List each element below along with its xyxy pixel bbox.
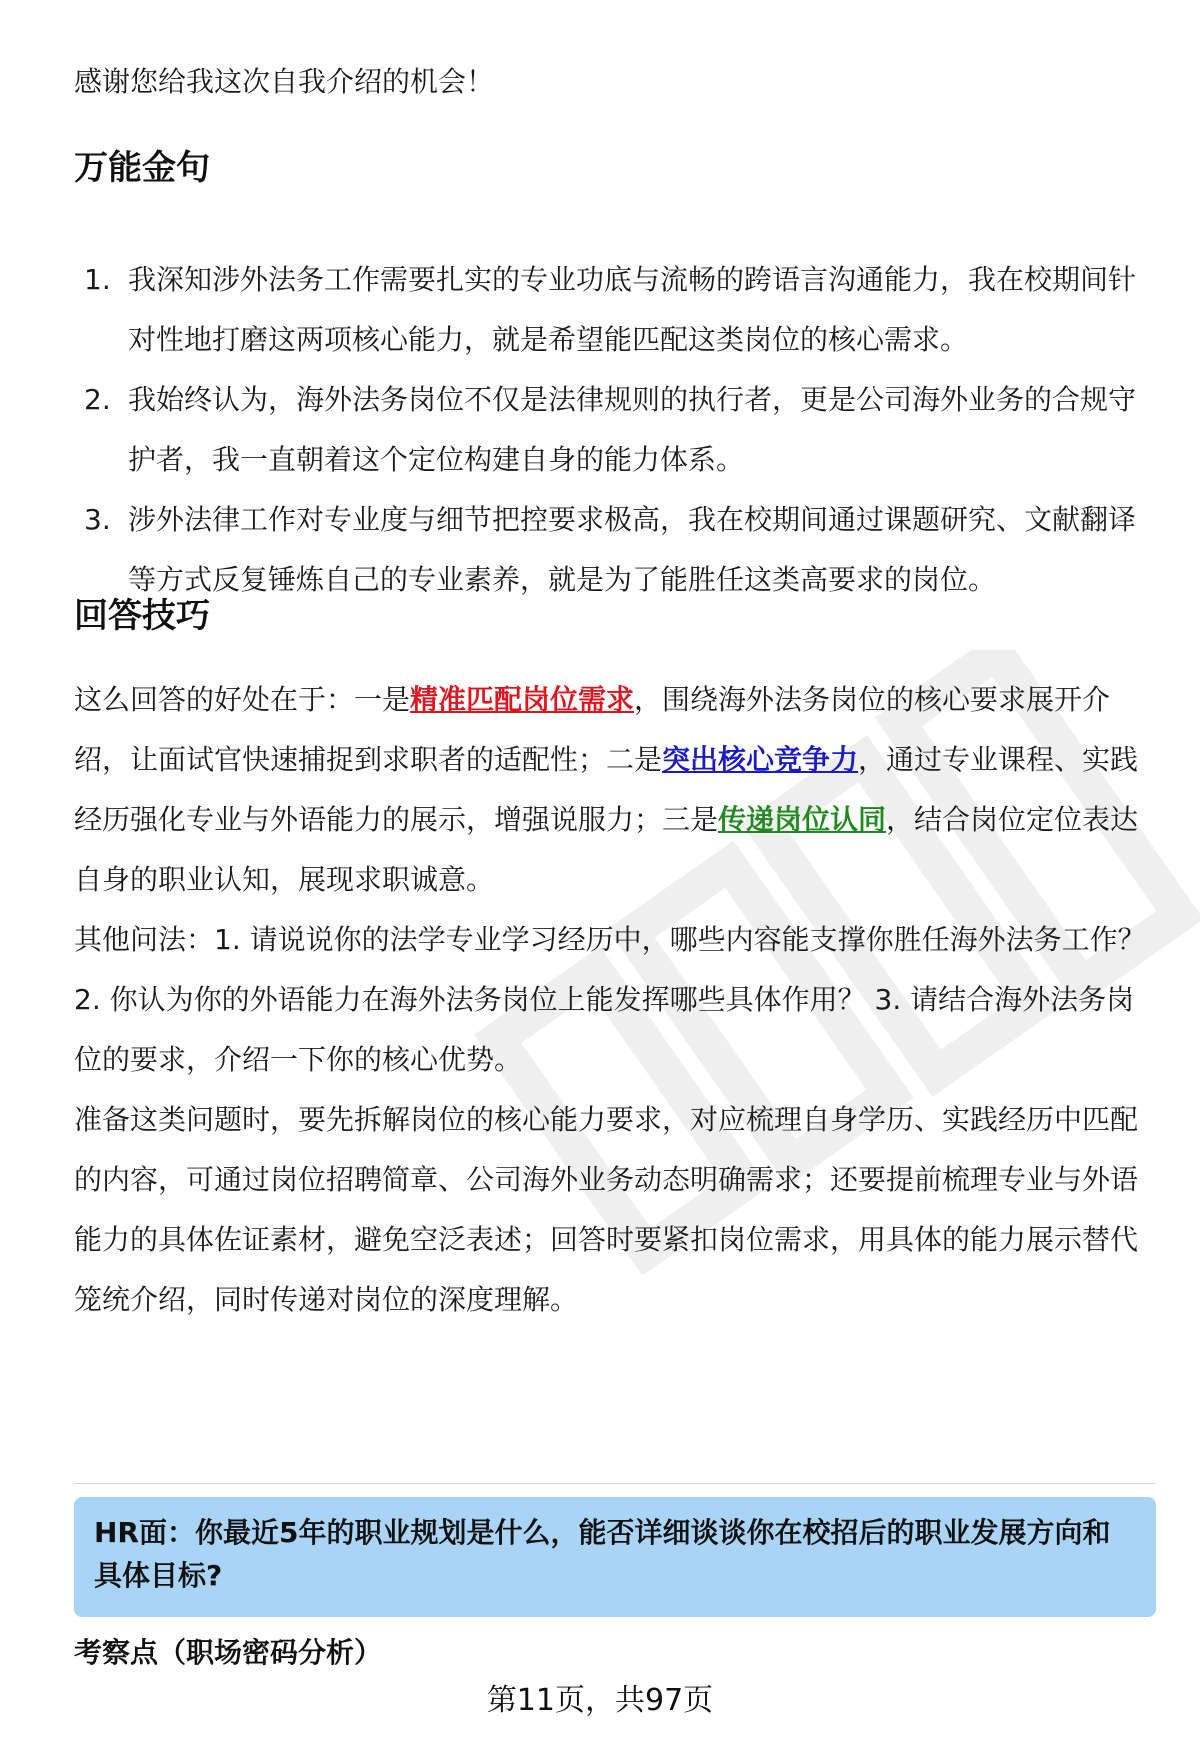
list-item-number: 3. — [84, 503, 111, 536]
page-number: 第11页，共97页 — [486, 1683, 714, 1718]
next-subheading: 考察点（职场密码分析） — [74, 1636, 383, 1669]
section-title-answer-tips: 回答技巧 — [74, 596, 210, 636]
golden-sentence-list — [74, 250, 1154, 610]
list-item-text: 我深知涉外法务工作需要扎实的专业功底与流畅的跨语言沟通能力，我在校期间针对性地打磨这两项核心能力，就是希望能匹配这类岗位的核心需求。 — [128, 263, 1137, 356]
tips-text-a: 这么回答的好处在于：一是 — [74, 683, 411, 716]
list-item — [74, 370, 1154, 490]
list-item — [74, 490, 1154, 610]
section-title-golden-sentences: 万能金句 — [74, 148, 210, 188]
list-item — [74, 250, 1154, 370]
other-questions-paragraph: 其他问法：1. 请说说你的法学专业学习经历中，哪些内容能支撑你胜任海外法务工作？ 2. 你认为你的外语能力在海外法务岗位上能发挥哪些具体作用？ 3. 请结合海外法务岗位的要求，介绍一下你的核心优势。 — [74, 923, 1146, 1076]
answer-tips-paragraph — [74, 670, 1159, 910]
preparation-paragraph: 准备这类问题时，要先拆解岗位的核心能力要求，对应梳理自身学历、实践经历中匹配的内容，可通过岗位招聘简章、公司海外业务动态明确需求；还要提前梳理专业与外语能力的具体佐证素材，避免空泛表述；回答时要紧扣岗位需求，用具体的能力展示替代笼统介绍，同时传递对岗位的深度理解。 — [74, 1103, 1139, 1316]
hr-question-box: HR面：你最近5年的职业规划是什么，能否详细谈谈你在校招后的职业发展方向和具体目标? — [74, 1497, 1156, 1617]
tips-text-c: ，通过专业课程、实践经历强化专业与外语能力的展示，增强说服力；三是 — [74, 743, 1139, 836]
highlight-blue: 突出核心竞争力 — [662, 743, 859, 776]
intro-text: 感谢您给我这次自我介绍的机会！ — [74, 65, 495, 98]
list-item-number: 1. — [84, 263, 111, 296]
tips-text-d: ，结合岗位定位表达自身的职业认知，展现求职诚意。 — [74, 803, 1139, 896]
highlight-green: 传递岗位认同 — [718, 803, 887, 836]
list-item-text: 涉外法律工作对专业度与细节把控要求极高，我在校期间通过课题研究、文献翻译等方式反复锤炼自己的专业素养，就是为了能胜任这类高要求的岗位。 — [128, 503, 1137, 596]
highlight-red: 精准匹配岗位需求 — [410, 683, 635, 716]
list-item-number: 2. — [84, 383, 111, 416]
section-divider — [74, 1483, 1156, 1484]
tips-text-b: ，围绕海外法务岗位的核心要求展开介绍，让面试官快速捕捉到求职者的适配性；二是 — [74, 683, 1111, 776]
list-item-text: 我始终认为，海外法务岗位不仅是法律规则的执行者，更是公司海外业务的合规守护者，我一直朝着这个定位构建自身的能力体系。 — [128, 383, 1137, 476]
